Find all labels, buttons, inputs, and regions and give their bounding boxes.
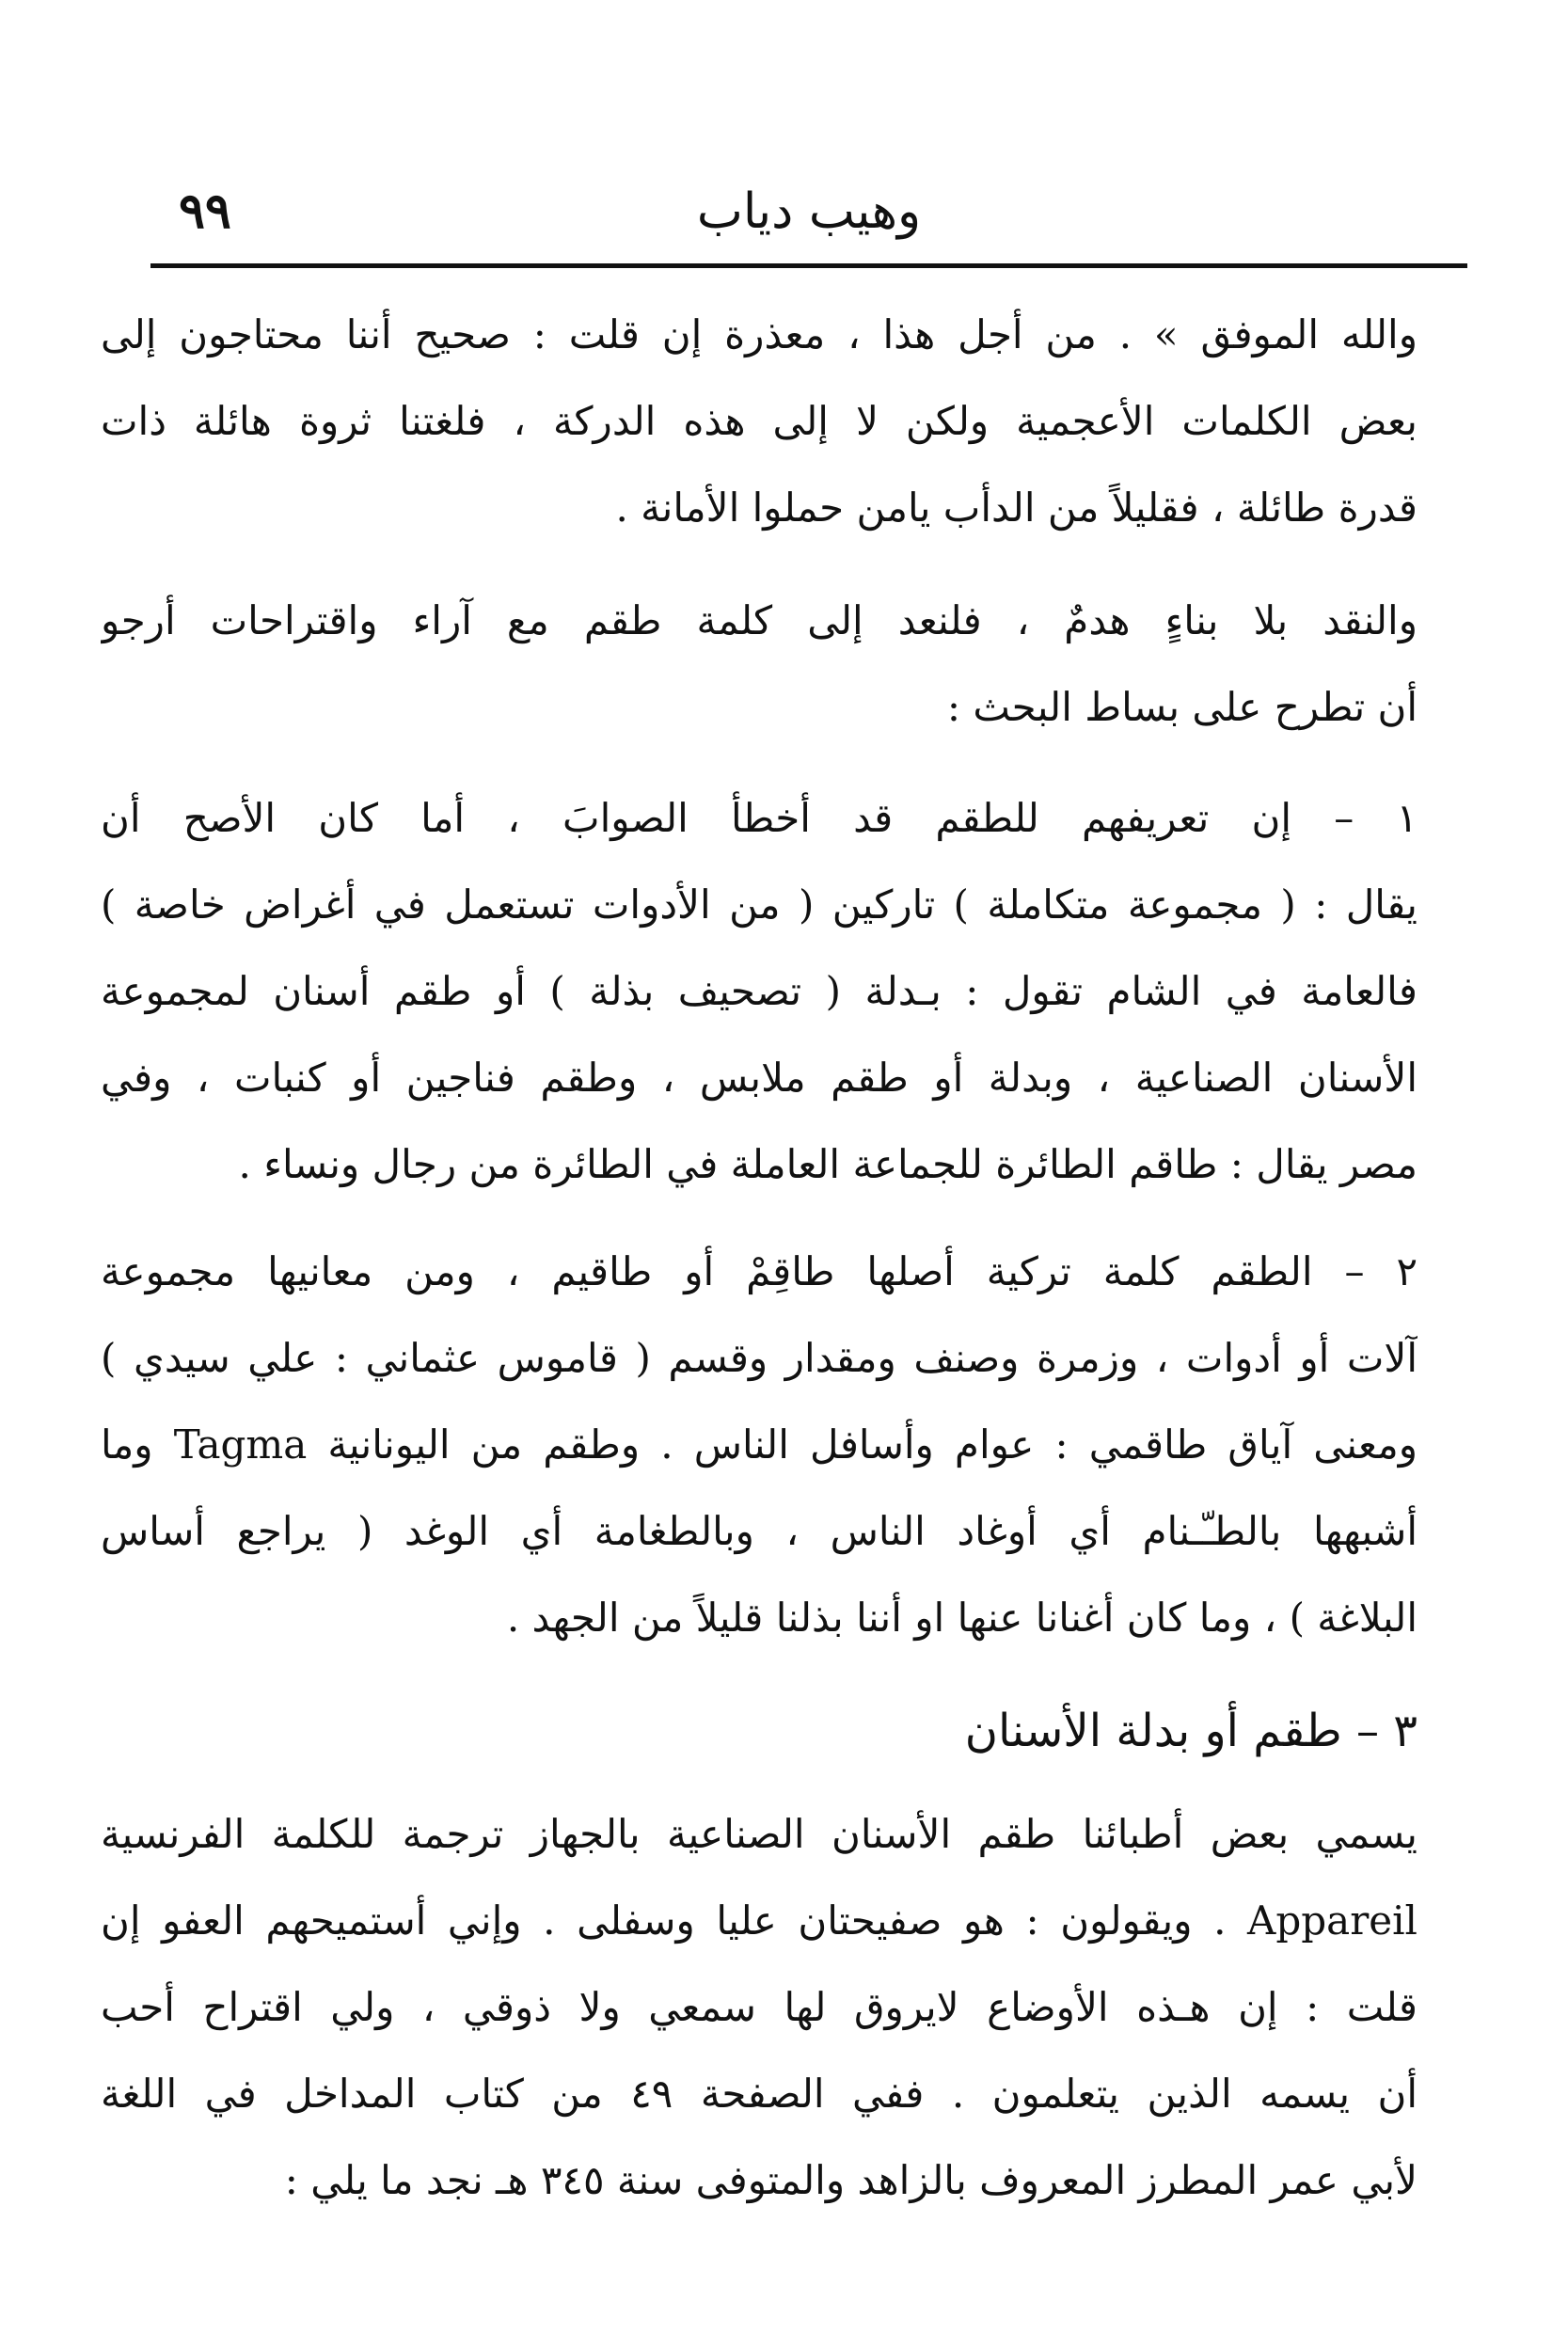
page-number: ٩٩ (179, 183, 231, 240)
text-line: يقال : ( مجموعة متكاملة ) تاركين ( من الأدوات تستعمل في أغراض خاصة ) (101, 881, 1418, 928)
text-line: بعض الكلمات الأعجمية ولكن لا إلى هذه الدركة ، فلغتنا ثروة هائلة ذات (101, 398, 1418, 444)
text-line: يسمي بعض أطبائنا طقم الأسنان الصناعية بالجهاز ترجمة للكلمة الفرنسية (101, 1811, 1418, 1857)
text-line: أن يسمه الذين يتعلمون . ففي الصفحة ٤٩ من كتاب المداخل في اللغة (101, 2071, 1418, 2117)
text-line: قدرة طائلة ، فقليلاً من الدأب يامن حملوا الأمانة . (615, 484, 1418, 531)
text-line: قلت : إن هـذه الأوضاع لايروق لها سمعي ولا ذوقي ، ولي اقتراح أحب (101, 1984, 1418, 2030)
text-line: أن تطرح على بساط البحث : (946, 684, 1418, 730)
text-line: ٢ً – الطقم كلمة تركية أصلها طاقِمْ أو طاقيم ، ومن معانيها مجموعة (101, 1248, 1418, 1294)
text-line: والله الموفق » . من أجل هذا ، معذرة إن قلت : صحيح أننا محتاجون إلى (101, 311, 1418, 357)
text-line: آلات أو أدوات ، وزمرة وصنف ومقدار وقسم ( قاموس عثماني : علي سيدي ) (101, 1335, 1418, 1381)
text-line: البلاغة ) ، وما كان أغنانا عنها او أننا بذلنا قليلاً من الجهد . (506, 1595, 1418, 1641)
text-line: ومعنى آياق طاقمي : عوام وأسافل الناس . وطقم من اليونانية Tagma وما (101, 1421, 1418, 1468)
text-line: فالعامة في الشام تقول : بـدلة ( تصحيف بذلة ) أو طقم أسنان لمجموعة (101, 968, 1418, 1014)
text-line: Appareil . ويقولون : هو صفيحتان عليا وسفلى . وإني أستميحهم العفو إن (101, 1897, 1418, 1944)
page-header (150, 169, 1467, 254)
text-line: مصر يقال : طاقم الطائرة للجماعة العاملة في الطائرة من رجال ونساء . (238, 1141, 1418, 1187)
text-line: لأبي عمر المطرز المعروف بالزاهد والمتوفى سنة ٣٤٥ هـ نجد ما يلي : (284, 2157, 1418, 2203)
header-rule (150, 263, 1467, 268)
section-heading: ٣ً – طقم أو بدلة الأسنان (964, 1705, 1418, 1757)
text-line: ١ً – إن تعريفهم للطقم قد أخطأ الصوابَ ، أما كان الأصح أن (101, 795, 1418, 841)
text-line: الأسنان الصناعية ، وبدلة أو طقم ملابس ، وطقم فناجين أو كنبات ، وفي (101, 1055, 1418, 1101)
running-head: وهيب دياب (696, 183, 922, 240)
text-line: أشبهها بالطـّـنام أي أوغاد الناس ، وبالطغامة أي الوغد ( يراجع أساس (101, 1508, 1418, 1554)
text-line: والنقد بلا بناءٍ هدمٌ ، فلنعد إلى كلمة طقم مع آراء واقتراحات أرجو (101, 597, 1418, 643)
